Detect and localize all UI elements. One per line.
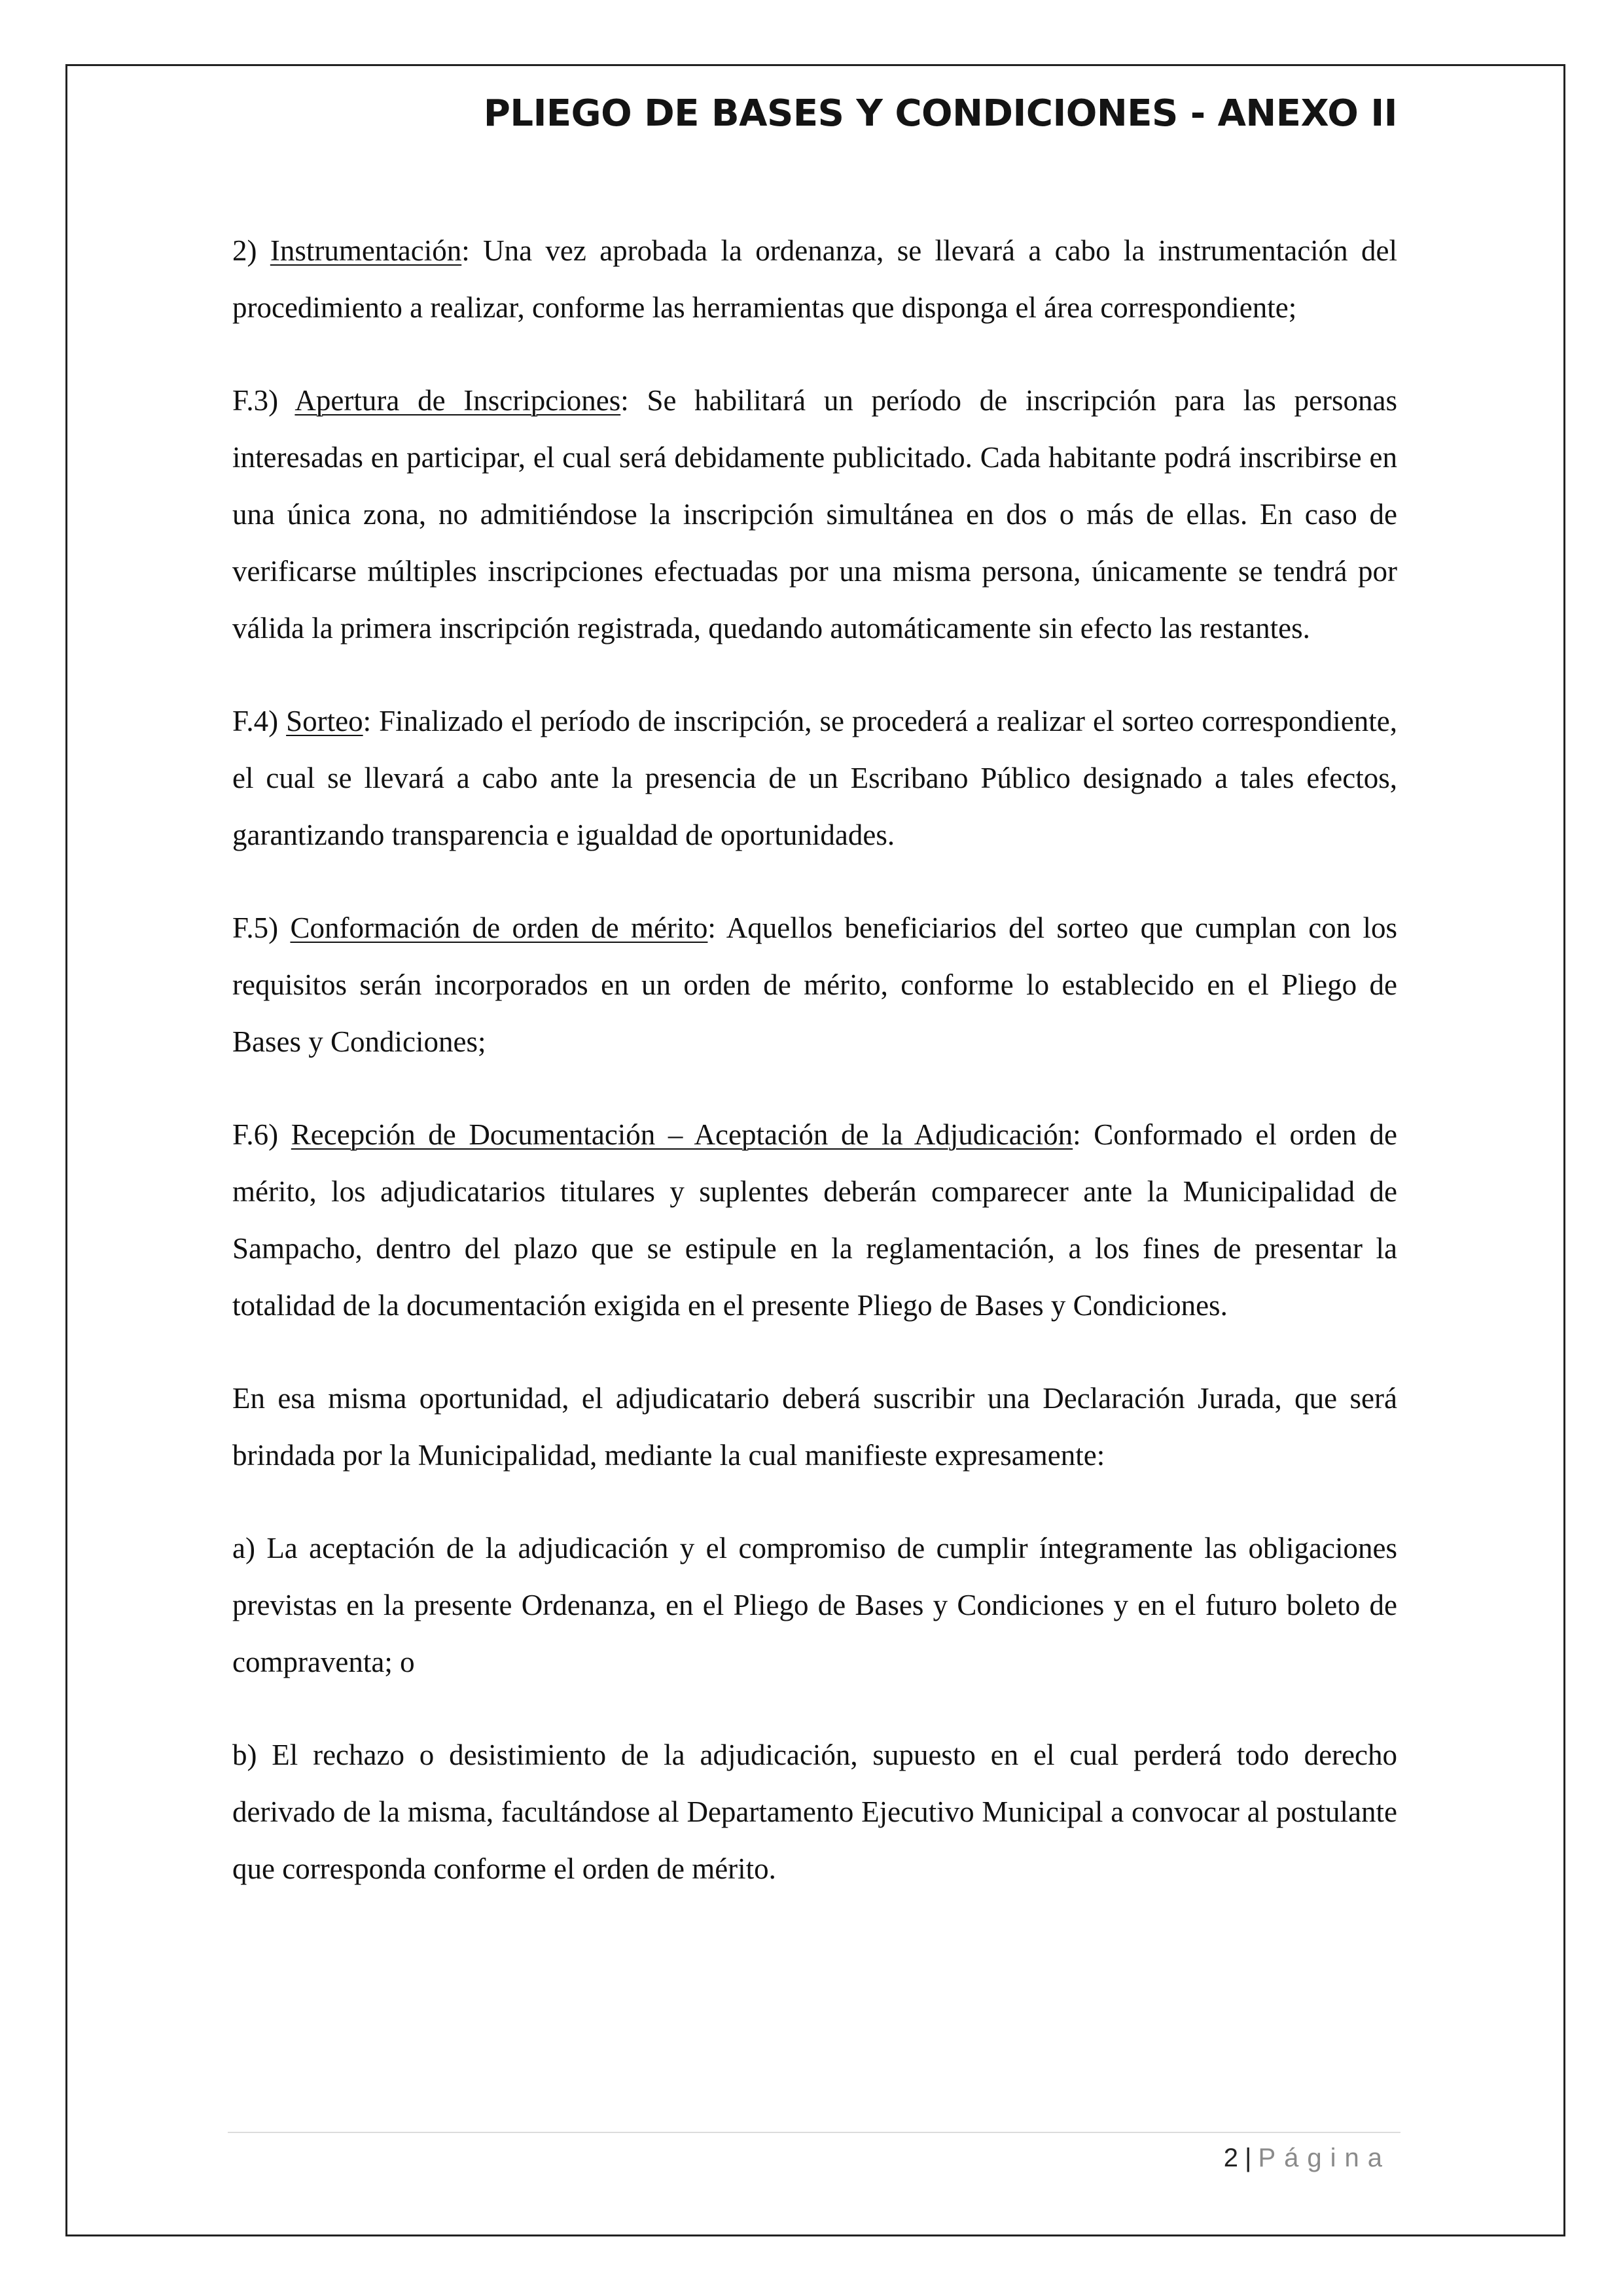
section-prefix: F.3): [232, 384, 295, 417]
paragraph-text: : Finalizado el período de inscripción, se procederá a realizar el sorteo correspondiente, el cual se llevará a cabo ante la presencia de un Escribano Público designado a tales efectos, garantizando transparencia e igualdad de oportunidades.: [232, 705, 1397, 851]
paragraph-text: En esa misma oportunidad, el adjudicatario deberá suscribir una Declaración Jurada, que será brindada por la Municipalidad, mediante la cual manifieste expresamente:: [232, 1382, 1397, 1472]
footer-divider: [228, 2132, 1400, 2133]
section-heading: Apertura de Inscripciones: [294, 384, 621, 417]
paragraph-declaracion-jurada: [232, 1370, 1397, 1484]
paragraph-text: b) El rechazo o desistimiento de la adjudicación, supuesto en el cual perderá todo derecho derivado de la misma, facultándose al Departamento Ejecutivo Municipal a convocar al postulante que corresponda conforme el orden de mérito.: [232, 1739, 1397, 1885]
paragraph-orden-de-merito: [232, 900, 1397, 1070]
paragraph-text: : Conformado el orden de mérito, los adjudicatarios titulares y suplentes deberán comparecer ante la Municipalidad de Sampacho, dentro del plazo que se estipule en la reglamentación, a los fines de presentar la totalidad de la documentación exigida en el presente Pliego de Bases y Condiciones.: [232, 1118, 1397, 1322]
paragraph-text: : Aquellos beneficiarios del sorteo que cumplan con los requisitos serán incorporados en un orden de mérito, conforme lo establecido en el Pliego de Bases y Condiciones;: [232, 911, 1397, 1058]
document-body: [232, 222, 1397, 1934]
footer-separator: |: [1245, 2144, 1252, 2172]
paragraph-text: : Se habilitará un período de inscripción para las personas interesadas en participar, el cual será debidamente publicitado. Cada habitante podrá inscribirse en una única zona, no admitiéndose la inscripción simultánea en dos o más de ellas. En caso de verificarse múltiples inscripciones efectuadas por una misma persona, únicamente se tendrá por válida la primera inscripción registrada, quedando automáticamente sin efecto las restantes.: [232, 384, 1397, 645]
page-title: PLIEGO DE BASES Y CONDICIONES - ANEXO II: [483, 92, 1397, 135]
paragraph-text: : Una vez aprobada la ordenanza, se llevará a cabo la instrumentación del procedimiento a realizar, conforme las herramientas que disponga el área correspondiente;: [232, 234, 1397, 324]
paragraph-recepcion-documentacion: [232, 1106, 1397, 1334]
section-prefix: F.5): [232, 911, 291, 944]
paragraph-sorteo: [232, 693, 1397, 864]
section-prefix: F.4): [232, 705, 287, 737]
section-prefix: 2): [232, 234, 270, 267]
paragraph-item-b: [232, 1727, 1397, 1898]
paragraph-instrumentacion: [232, 222, 1397, 336]
page-word: Página: [1258, 2144, 1391, 2172]
section-prefix: F.6): [232, 1118, 291, 1151]
page-number: 2: [1223, 2144, 1239, 2172]
section-heading: Conformación de orden de mérito: [290, 911, 708, 944]
paragraph-apertura-inscripciones: [232, 372, 1397, 657]
paragraph-item-a: [232, 1520, 1397, 1691]
section-heading: Sorteo: [286, 705, 363, 737]
paragraph-text: a) La aceptación de la adjudicación y el compromiso de cumplir íntegramente las obligaciones previstas en la presente Ordenanza, en el Pliego de Bases y Condiciones y en el futuro boleto de compraventa; o: [232, 1532, 1397, 1678]
section-heading: Instrumentación: [270, 234, 462, 267]
page-footer: [1113, 2138, 1391, 2178]
section-heading: Recepción de Documentación – Aceptación de la Adjudicación: [291, 1118, 1073, 1151]
